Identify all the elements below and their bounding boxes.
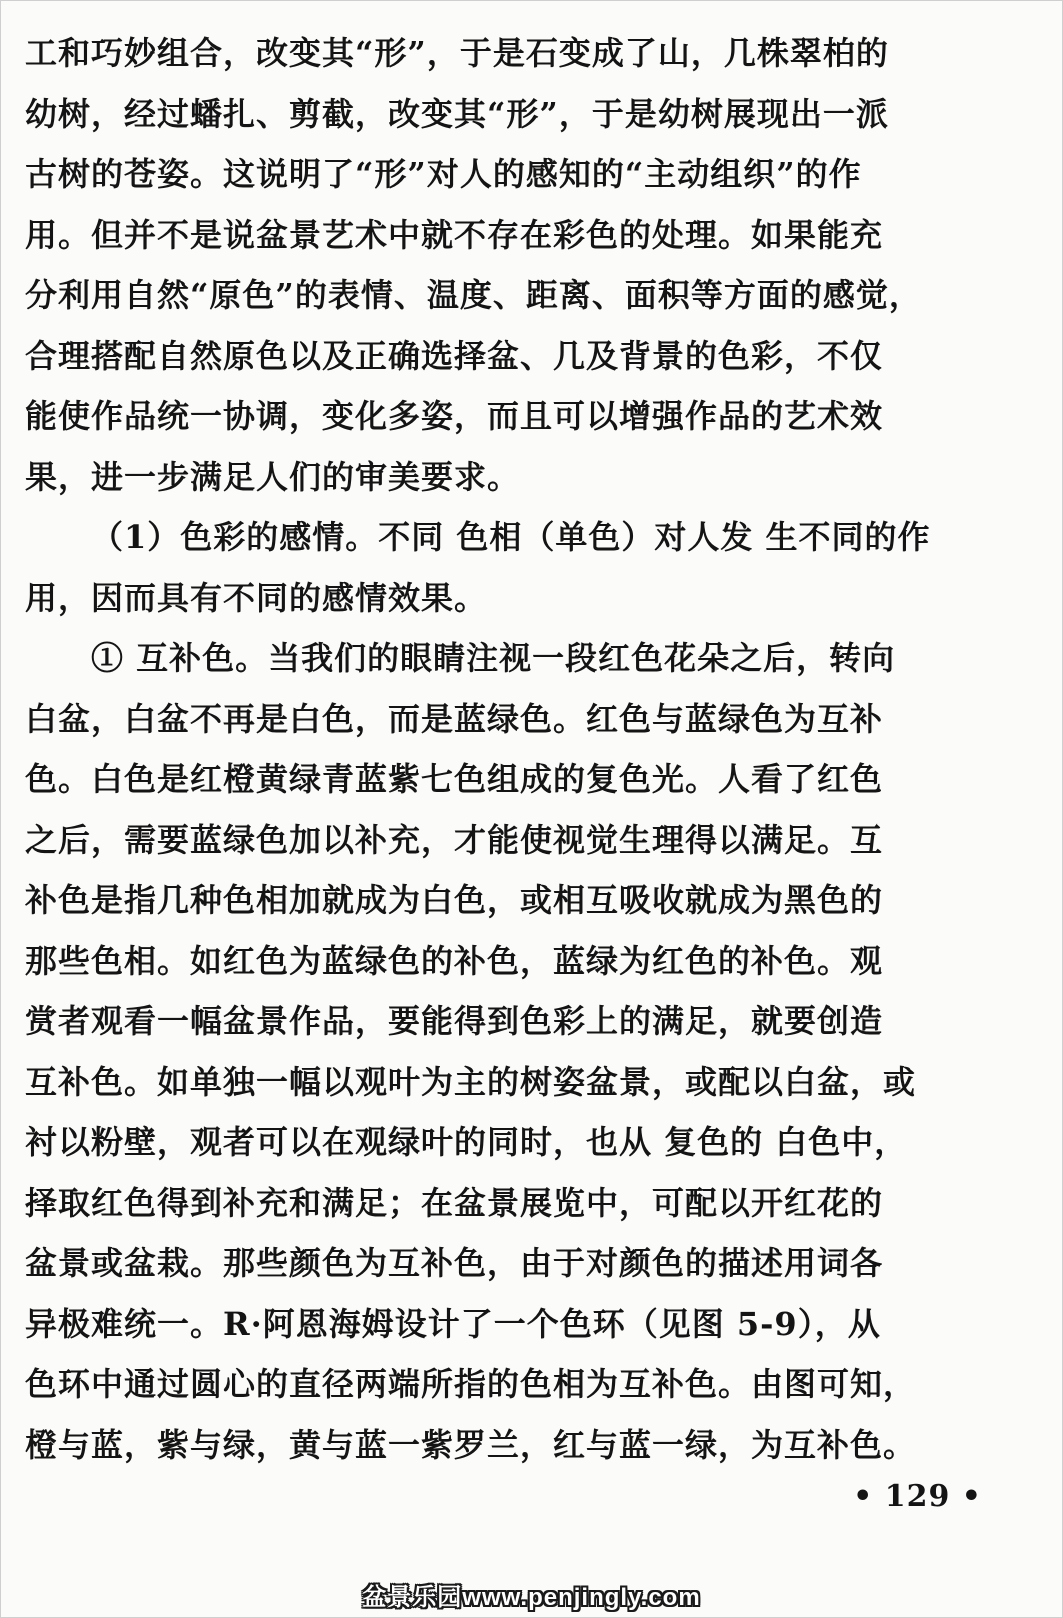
site-watermark: 盆景乐园www.penjingly.com [362,1584,701,1611]
text-line: 色环中通过圆心的直径两端所指的色相为互补色。由图可知， [25,1365,917,1403]
text-line: 用，因而具有不同的感情效果。 [25,578,488,617]
text-line: （1）色彩的感情。不同 色相（单色）对人发 生不同的作 [91,518,931,556]
text-line: 分利用自然“原色”的表情、温度、距离、面积等方面的感觉， [25,276,922,314]
text-line: 工和巧妙组合，改变其“形”，于是石变成了山，几株翠柏的 [25,34,889,72]
text-line: 古树的苍姿。这说明了“形”对人的感知的“主动组织”的作 [25,155,862,193]
text-line: 赏者观看一幅盆景作品，要能得到色彩上的满足，就要创造 [25,1002,884,1040]
text-line: 盆景或盆栽。那些颜色为互补色，由于对颜色的描述用词各 [25,1244,884,1282]
text-line: 择取红色得到补充和满足；在盆景展览中，可配以开红花的 [25,1183,884,1222]
text-line: 互补色。如单独一幅以观叶为主的树姿盆景，或配以白盆，或 [25,1062,917,1101]
text-line: 衬以粉壁，观者可以在观绿叶的同时，也从 复色的 白色中， [25,1123,908,1161]
text-line: 之后，需要蓝绿色加以补充，才能使视觉生理得以满足。互 [25,820,884,859]
text-line: 用。但并不是说盆景艺术中就不存在彩色的处理。如果能充 [25,215,884,254]
text-line: 色。白色是红橙黄绿青蓝紫七色组成的复色光。人看了红色 [25,760,884,798]
page-number: • 129 • [853,1479,982,1514]
text-line: 幼树，经过蟠扎、剪截，改变其“形”，于是幼树展现出一派 [25,94,889,133]
text-line: 果，进一步满足人们的审美要求。 [25,457,521,496]
text-line: 橙与蓝，紫与绿，黄与蓝一紫罗兰，红与蓝一绿，为互补色。 [25,1425,917,1464]
text-line: 能使作品统一协调，变化多姿，而且可以增强作品的艺术效 [25,397,884,435]
text-line: 补色是指几种色相加就成为白色，或相互吸收就成为黑色的 [25,881,884,919]
text-line: ① 互补色。当我们的眼睛注视一段红色花朵之后，转向 [91,639,896,677]
text-line: 那些色相。如红色为蓝绿色的补色，蓝绿为红色的补色。观 [25,941,884,980]
text-line: 合理搭配自然原色以及正确选择盆、几及背景的色彩，不仅 [25,336,884,375]
text-line: 白盆，白盆不再是白色，而是蓝绿色。红色与蓝绿色为互补 [25,699,884,738]
text-line: 异极难统一。R·阿恩海姆设计了一个色环（见图 5-9），从 [25,1304,881,1343]
